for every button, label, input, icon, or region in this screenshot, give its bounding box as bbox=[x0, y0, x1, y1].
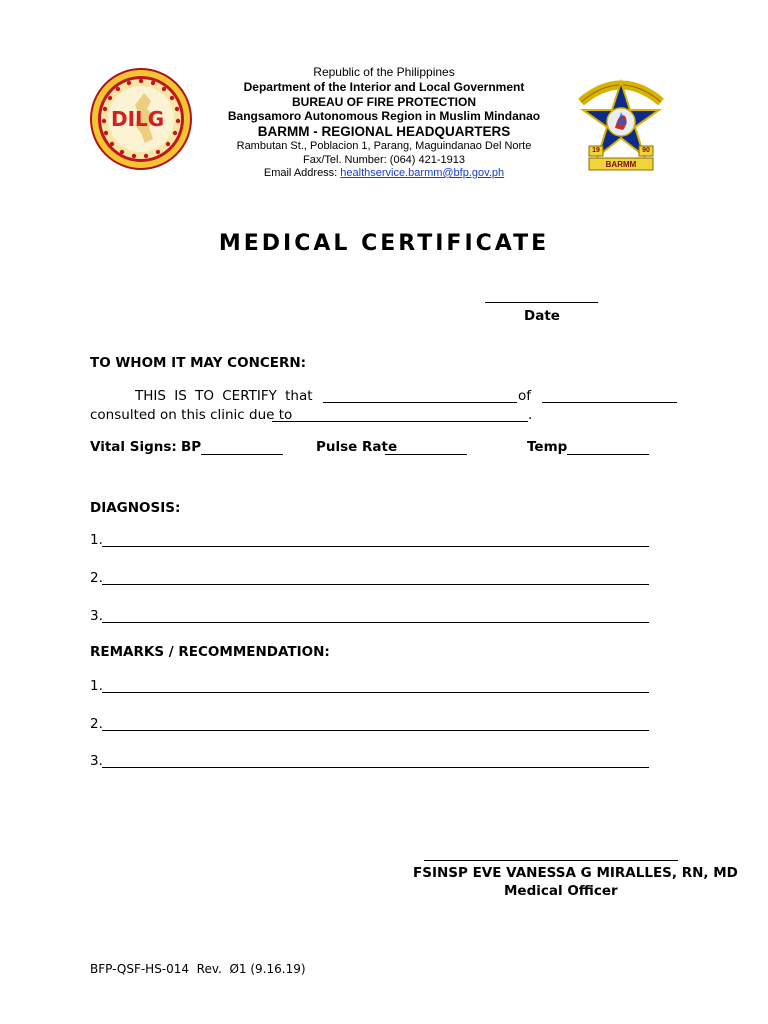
certify-text-3: consulted on this clinic due to bbox=[90, 407, 293, 423]
remarks-item-3-field[interactable] bbox=[102, 767, 649, 768]
dilg-logo-text: DILG bbox=[111, 107, 165, 131]
diagnosis-item-1-number: 1. bbox=[90, 532, 103, 548]
bfp-logo bbox=[575, 72, 667, 178]
header-regional-hq: BARMM - REGIONAL HEADQUARTERS bbox=[257, 124, 511, 139]
dilg-logo bbox=[89, 67, 193, 171]
email-label: Email Address: bbox=[263, 167, 341, 179]
certify-text-1: THIS IS TO CERTIFY that bbox=[135, 388, 313, 404]
temp-label: Temp bbox=[527, 439, 568, 455]
certify-text-2: of bbox=[518, 388, 532, 404]
vital-signs-label: Vital Signs: bbox=[90, 439, 177, 455]
form-code-footer: BFP-QSF-HS-014 Rev. Ø1 (9.16.19) bbox=[90, 962, 306, 976]
header-republic: Republic of the Philippines bbox=[313, 65, 455, 79]
header-fax: Fax/Tel. Number: (064) 421-1913 bbox=[302, 154, 466, 166]
remarks-item-3-number: 3. bbox=[90, 753, 103, 769]
diagnosis-item-2-field[interactable] bbox=[102, 584, 649, 585]
bfp-logo-year-right: 90 bbox=[642, 147, 650, 154]
signatory-name: FSINSP EVE VANESSA G MIRALLES, RN, MD bbox=[413, 865, 738, 881]
remarks-label: REMARKS / RECOMMENDATION: bbox=[90, 644, 330, 660]
patient-name-field[interactable] bbox=[323, 402, 517, 403]
remarks-item-2-field[interactable] bbox=[102, 730, 649, 731]
header-address: Rambutan St., Poblacion 1, Parang, Maguindanao Del Norte bbox=[236, 140, 532, 152]
reason-field[interactable] bbox=[272, 421, 528, 422]
diagnosis-item-3-field[interactable] bbox=[102, 622, 649, 623]
signature-line[interactable] bbox=[424, 860, 678, 861]
certify-text-4: . bbox=[528, 407, 533, 423]
pulse-rate-label: Pulse Rate bbox=[316, 439, 398, 455]
diagnosis-label: DIAGNOSIS: bbox=[90, 500, 181, 516]
header-region: Bangsamoro Autonomous Region in Muslim Mindanao bbox=[227, 109, 541, 123]
date-label: Date bbox=[524, 308, 560, 324]
header-bureau: BUREAU OF FIRE PROTECTION bbox=[291, 95, 476, 109]
temp-field[interactable] bbox=[567, 454, 649, 455]
date-line[interactable] bbox=[485, 302, 598, 303]
diagnosis-item-1-field[interactable] bbox=[102, 546, 649, 547]
email-link[interactable]: healthservice.barmm@bfp.gov.ph bbox=[340, 167, 505, 179]
header-email-line bbox=[190, 168, 578, 179]
remarks-item-1-number: 1. bbox=[90, 678, 103, 694]
patient-address-field[interactable] bbox=[542, 402, 677, 403]
header-department: Department of the Interior and Local Government bbox=[243, 80, 525, 94]
document-title: MEDICAL CERTIFICATE bbox=[218, 231, 550, 256]
bfp-logo-year-left: 19 bbox=[592, 147, 600, 154]
remarks-item-1-field[interactable] bbox=[102, 692, 649, 693]
diagnosis-item-3-number: 3. bbox=[90, 608, 103, 624]
bfp-logo-barmm: BARMM bbox=[605, 160, 637, 169]
diagnosis-item-2-number: 2. bbox=[90, 570, 103, 586]
remarks-item-2-number: 2. bbox=[90, 716, 103, 732]
bp-field[interactable] bbox=[201, 454, 283, 455]
pulse-rate-field[interactable] bbox=[385, 454, 467, 455]
signatory-position: Medical Officer bbox=[504, 883, 618, 899]
salutation: TO WHOM IT MAY CONCERN: bbox=[90, 355, 307, 371]
bp-label: BP bbox=[181, 439, 202, 455]
